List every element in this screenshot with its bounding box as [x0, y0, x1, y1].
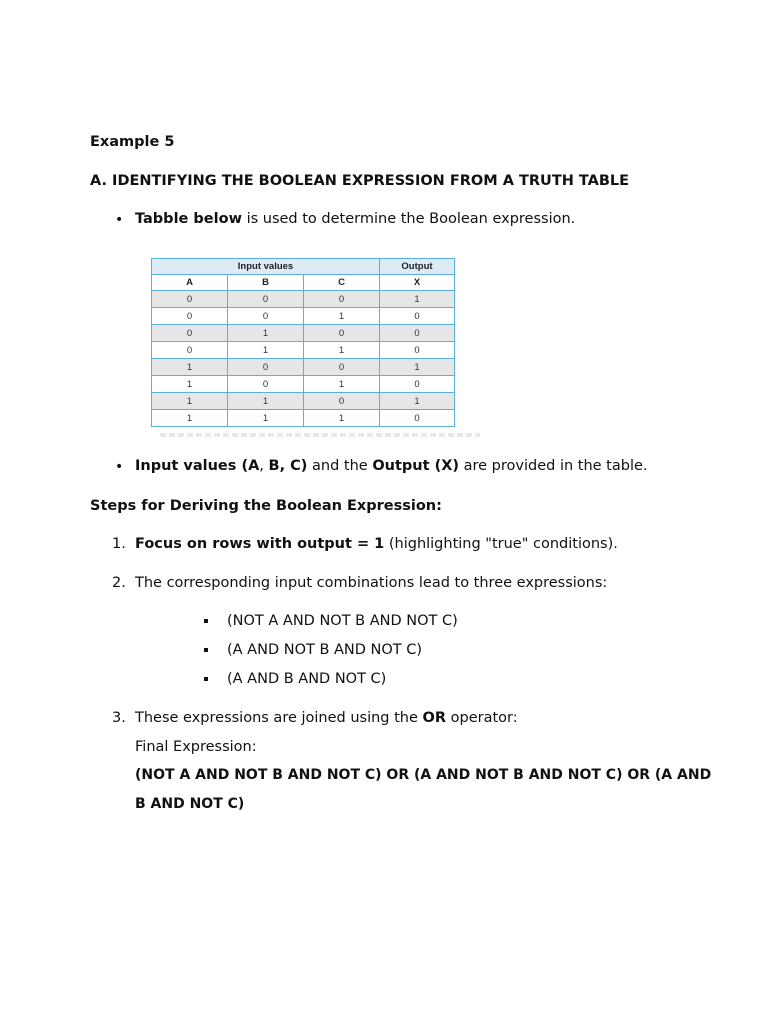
- example-title: Example 5: [90, 134, 175, 150]
- table-cell: 1: [152, 393, 228, 410]
- bullet-table-intro-bold: Tabble below: [135, 211, 242, 227]
- step-3-bold-or: OR: [422, 710, 447, 726]
- step-number: 3.: [112, 710, 126, 726]
- table-cell: 0: [380, 410, 455, 427]
- table-group-inputs: Input values: [152, 259, 380, 275]
- table-cell: 0: [304, 325, 380, 342]
- table-cell: 0: [228, 308, 304, 325]
- sub-expression: (NOT A AND NOT B AND NOT C): [227, 613, 458, 629]
- bullet-inputs-outputs: [135, 457, 648, 475]
- step-1-bold: Focus on rows with output = 1: [135, 536, 385, 552]
- table-row: [152, 291, 455, 308]
- step-number: 2.: [112, 575, 126, 591]
- table-cell: 0: [152, 342, 228, 359]
- inputs-text-3: are provided in the table.: [459, 458, 648, 474]
- table-cell: 0: [304, 291, 380, 308]
- table-row: [152, 325, 455, 342]
- step-3-text-pre: These expressions are joined using the: [135, 710, 423, 726]
- step-3-text-post: operator:: [446, 710, 518, 726]
- final-expression-line-1: (NOT A AND NOT B AND NOT C) OR (A AND NOT B AND NOT C) OR (A AND: [135, 767, 712, 783]
- table-cell: 1: [380, 393, 455, 410]
- table-cell: 1: [304, 342, 380, 359]
- bullet-marker: •: [115, 212, 124, 228]
- bullet-table-intro: [135, 210, 575, 228]
- table-cell: 1: [380, 291, 455, 308]
- truth-table: [151, 258, 455, 427]
- table-row: [152, 376, 455, 393]
- sub-expression: (A AND B AND NOT C): [227, 671, 387, 687]
- inputs-text-1: ,: [259, 458, 269, 474]
- final-expression-line-2: B AND NOT C): [135, 796, 245, 812]
- table-cell: 0: [228, 359, 304, 376]
- table-row: [152, 308, 455, 325]
- table-cell: 1: [380, 359, 455, 376]
- table-group-output: Output: [380, 259, 455, 275]
- table-cell: 0: [380, 325, 455, 342]
- steps-heading: Steps for Deriving the Boolean Expression:: [90, 498, 442, 514]
- sub-expression: (A AND NOT B AND NOT C): [227, 642, 423, 658]
- output-bold: Output (X): [372, 458, 460, 474]
- table-cell: 0: [304, 359, 380, 376]
- step-number: 1.: [112, 536, 126, 552]
- step-3: [135, 709, 518, 727]
- table-row: [152, 359, 455, 376]
- table-cell: 1: [304, 376, 380, 393]
- step-1-text: (highlighting "true" conditions).: [384, 536, 618, 552]
- table-cell: 0: [152, 325, 228, 342]
- table-cell: 0: [228, 376, 304, 393]
- table-row: [152, 410, 455, 427]
- bullet-marker: •: [115, 459, 124, 475]
- bullet-table-intro-text: is used to determine the Boolean expression.: [241, 211, 576, 227]
- square-bullet: [204, 677, 208, 681]
- table-cell: 1: [228, 342, 304, 359]
- inputs-bold-2: B, C): [268, 458, 308, 474]
- step-1: [135, 535, 618, 553]
- inputs-text-2: and the: [307, 458, 373, 474]
- table-cell: 1: [228, 393, 304, 410]
- table-cell: 1: [152, 410, 228, 427]
- table-cell: 1: [228, 325, 304, 342]
- table-row: [152, 393, 455, 410]
- table-cell: 1: [152, 359, 228, 376]
- table-cell: 0: [152, 291, 228, 308]
- table-header-c: C: [304, 275, 380, 291]
- table-cell: 1: [304, 410, 380, 427]
- table-cell: 0: [304, 393, 380, 410]
- table-cell: 0: [380, 308, 455, 325]
- final-expression-label: Final Expression:: [135, 739, 257, 755]
- inputs-bold-1: Input values (A: [135, 458, 260, 474]
- table-cell: 1: [304, 308, 380, 325]
- step-2: The corresponding input combinations lead to three expressions:: [135, 575, 608, 591]
- section-heading: A. IDENTIFYING THE BOOLEAN EXPRESSION FROM A TRUTH TABLE: [90, 173, 630, 189]
- table-header-x: X: [380, 275, 455, 291]
- table-header-b: B: [228, 275, 304, 291]
- table-cell: 0: [228, 291, 304, 308]
- square-bullet: [204, 648, 208, 652]
- table-header-a: A: [152, 275, 228, 291]
- table-cell: 0: [380, 376, 455, 393]
- table-cell: 1: [228, 410, 304, 427]
- cropped-caption: [160, 433, 480, 437]
- square-bullet: [204, 619, 208, 623]
- table-row: [152, 342, 455, 359]
- table-cell: 0: [152, 308, 228, 325]
- table-cell: 0: [380, 342, 455, 359]
- table-cell: 1: [152, 376, 228, 393]
